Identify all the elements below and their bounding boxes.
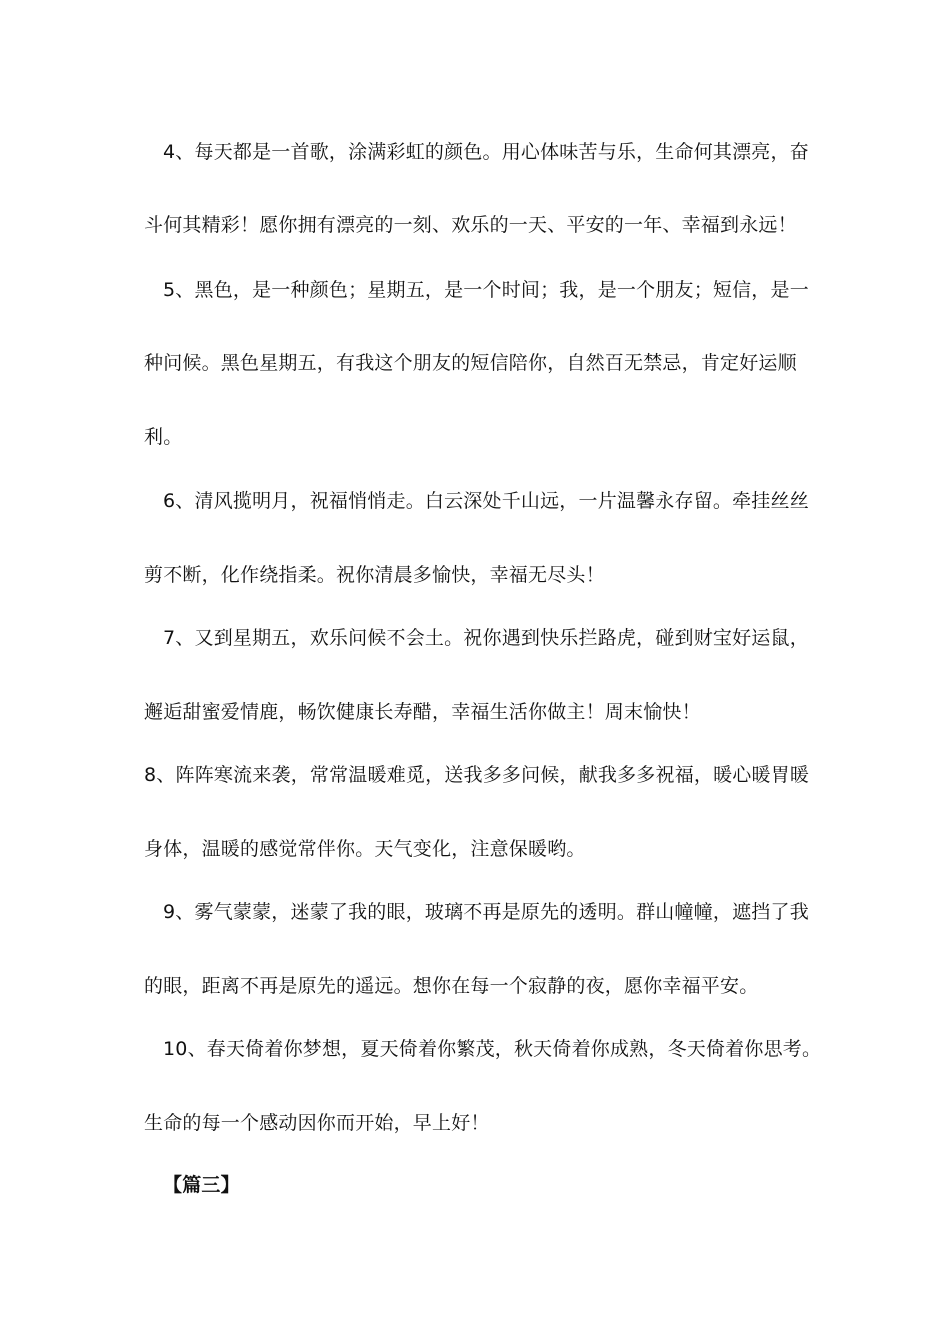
paragraph-6-line-2: 剪不断，化作绕指柔。祝你清晨多愉快，幸福无尽头！ xyxy=(144,564,605,586)
paragraph-9-line-1: 9、雾气蒙蒙，迷蒙了我的眼，玻璃不再是原先的透明。群山幢幢，遮挡了我 xyxy=(163,901,809,923)
section-heading: 【篇三】 xyxy=(163,1174,240,1196)
paragraph-5-line-2: 种问候。黑色星期五，有我这个朋友的短信陪你，自然百无禁忌，肯定好运顺 xyxy=(144,352,797,374)
paragraph-5-line-3: 利。 xyxy=(144,426,183,448)
paragraph-4-line-2: 斗何其精彩！愿你拥有漂亮的一刻、欢乐的一天、平安的一年、幸福到永远！ xyxy=(144,214,797,236)
paragraph-10-line-2: 生命的每一个感动因你而开始，早上好！ xyxy=(144,1112,490,1134)
paragraph-10-line-1: 10、春天倚着你梦想，夏天倚着你繁茂，秋天倚着你成熟，冬天倚着你思考。 xyxy=(163,1038,822,1060)
paragraph-7-line-1: 7、又到星期五，欢乐问候不会土。祝你遇到快乐拦路虎，碰到财宝好运鼠， xyxy=(163,627,809,649)
paragraph-9-line-2: 的眼，距离不再是原先的遥远。想你在每一个寂静的夜，愿你幸福平安。 xyxy=(144,975,759,997)
paragraph-4-line-1: 4、每天都是一首歌，涂满彩虹的颜色。用心体味苦与乐，生命何其漂亮，奋 xyxy=(163,141,809,163)
paragraph-8-line-1: 8、阵阵寒流来袭，常常温暖难觅，送我多多问候，献我多多祝福，暖心暖胃暖 xyxy=(144,764,810,786)
paragraph-8-line-2: 身体，温暖的感觉常伴你。天气变化，注意保暖哟。 xyxy=(144,838,586,860)
paragraph-6-line-1: 6、清风揽明月，祝福悄悄走。白云深处千山远，一片温馨永存留。牵挂丝丝 xyxy=(163,490,809,512)
paragraph-7-line-2: 邂逅甜蜜爱情鹿，畅饮健康长寿醋，幸福生活你做主！周末愉快！ xyxy=(144,701,701,723)
paragraph-5-line-1: 5、黑色，是一种颜色；星期五，是一个时间；我，是一个朋友；短信，是一 xyxy=(163,279,809,301)
